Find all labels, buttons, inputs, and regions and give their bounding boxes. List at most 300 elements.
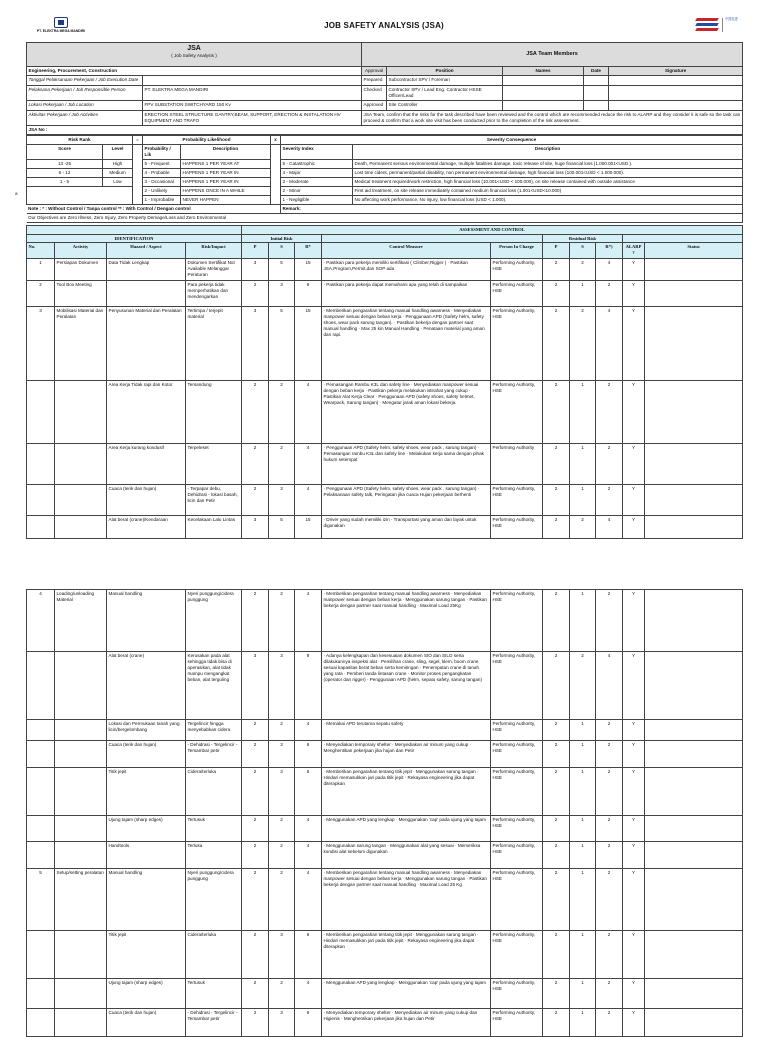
info-label: Aktivitas Pekerjaan / Job Activities	[27, 110, 143, 125]
row-control-measure: · Adanya kelengkapan dan kesesuaian dokumen SIO dan SILO serta dilakukannya inspeksi alat · Pemilihan crane, sling, segel, klem, boom crane sesuai kapasitas berat beban serta kemiringan · Penempatan crane di tanah yang rata · Pemberi tanda lintasan crane · Monitor proses pengangkatan (operator dan rigger) · Penggunaan APD (helm, sepatu safety, sarung tangan)	[322, 652, 491, 720]
row-residual-p: 2	[543, 652, 570, 720]
score-header: Score	[27, 144, 103, 159]
row-initial-p: 3	[242, 307, 269, 381]
table-row	[27, 259, 743, 281]
row-residual-r: 2	[596, 381, 623, 444]
approval-col-header: Approval	[362, 67, 387, 76]
row-person-in-charge: Performing Authority, HSE	[491, 768, 543, 816]
row-person-in-charge: Performing Authority	[491, 444, 543, 485]
row-residual-s: 2	[570, 652, 596, 720]
table-row	[27, 307, 743, 381]
row-control-measure: · Pastikan para pekerja memiliki sertifikasi ( Climber,Rigger ) · Pastikan JSA,Program,Permit,dan SOP ada	[322, 259, 491, 281]
jsa-info-table	[26, 42, 743, 135]
row-no	[27, 979, 55, 1009]
client-logo-mark-icon	[696, 18, 718, 32]
row-initial-r: 4	[295, 485, 322, 516]
row-risk-impact: - Dehidrasi - Tergelincir - Tersambar petir	[186, 741, 242, 768]
row-residual-s: 1	[570, 485, 596, 516]
row-initial-p: 3	[242, 652, 269, 720]
row-alarp: Y	[623, 281, 645, 307]
row-activity	[55, 652, 107, 720]
col-control-measure: Control Measure	[322, 243, 491, 259]
row-initial-s: 2	[269, 979, 295, 1009]
row-residual-r: 2	[596, 931, 623, 979]
row-residual-r: 2	[596, 869, 623, 931]
col-status: Status	[645, 243, 743, 259]
row-initial-r: 6	[295, 768, 322, 816]
risk-rows-page-1	[27, 259, 743, 539]
row-no: 4	[27, 590, 55, 652]
row-risk-impact: Tertusuk	[186, 816, 242, 842]
row-residual-r: 2	[596, 768, 623, 816]
row-initial-s: 2	[269, 444, 295, 485]
severity-desc: Lost time cident, permanent/partial disability, non permanent environmental damage, high financial loss (100.001<USD < 1.000.000).	[353, 168, 743, 177]
info-label: Tanggal Pelaksanaan Pekerjaan / Job Execution Date	[27, 76, 143, 86]
row-initial-r: 4	[295, 979, 322, 1009]
row-residual-p: 2	[543, 869, 570, 931]
row-activity	[55, 816, 107, 842]
row-status[interactable]	[645, 1009, 743, 1037]
row-residual-p: 2	[543, 979, 570, 1009]
row-initial-p: 2	[242, 816, 269, 842]
row-initial-p: 3	[242, 259, 269, 281]
table-row	[27, 741, 743, 768]
row-person-in-charge: Performing Authority, HSE	[491, 381, 543, 444]
objectives-text: Our Objectives are Zero Illness, Zero Injury, Zero Property Demage/Loss and Zero Environmental	[27, 213, 743, 222]
table-row	[27, 720, 743, 741]
table-row	[27, 768, 743, 816]
row-initial-r: 15	[295, 259, 322, 281]
row-status[interactable]	[645, 381, 743, 444]
row-status[interactable]	[645, 816, 743, 842]
severity-value: 2 - Minor	[281, 186, 353, 195]
approval-role: Approved	[362, 100, 387, 110]
row-status[interactable]	[645, 741, 743, 768]
row-residual-r: 2	[596, 842, 623, 869]
row-risk-impact: Cidera/terluka	[186, 931, 242, 979]
level-header: Level	[103, 144, 133, 159]
row-person-in-charge: Performing Authority, HSE	[491, 979, 543, 1009]
row-residual-p: 2	[543, 1009, 570, 1037]
row-residual-s: 1	[570, 842, 596, 869]
rank-level: Low	[103, 177, 133, 186]
header-blank	[27, 225, 242, 234]
approval-signature-field[interactable]	[609, 100, 743, 110]
approval-date-field[interactable]	[584, 86, 609, 101]
row-initial-p: 2	[242, 485, 269, 516]
row-no	[27, 444, 55, 485]
row-control-measure: · Memberikan pengarahan tentang manual handling awarness · Menyediakan manpower sesuai dengan beban kerja · Menggunakan sarung tangan · Pastikan bekerja dengan partner saat manual handling · Maximal Load 25Kg	[322, 590, 491, 652]
row-initial-p: 2	[242, 720, 269, 741]
legend-blank	[15, 186, 133, 204]
row-person-in-charge: Performing Authority, HSE	[491, 816, 543, 842]
row-residual-s: 2	[570, 516, 596, 539]
info-value[interactable]	[143, 76, 362, 86]
row-risk-impact: - Dehidrasi - Tergelincir - Tersambar petir	[186, 1009, 242, 1037]
table-row	[27, 444, 743, 485]
row-no	[27, 381, 55, 444]
row-hazard: Manual handling	[107, 869, 186, 931]
table-row	[27, 869, 743, 931]
approval-role: Prepared	[362, 76, 387, 86]
row-initial-s: 5	[269, 307, 295, 381]
row-no: 2	[27, 281, 55, 307]
row-activity: Tool Box Meeting	[55, 281, 107, 307]
probability-title: Probability Likelihood	[143, 135, 271, 144]
row-initial-p: 2	[242, 741, 269, 768]
row-alarp: Y	[623, 869, 645, 931]
row-person-in-charge: Performing Authority, HSE	[491, 590, 543, 652]
row-hazard: Alat berat (crane)	[107, 652, 186, 720]
header-blank	[623, 234, 743, 243]
table-row	[27, 590, 743, 652]
col-residual-s: S	[570, 243, 596, 259]
row-initial-p: 3	[242, 516, 269, 539]
row-residual-p: 2	[543, 741, 570, 768]
table-row	[27, 816, 743, 842]
row-risk-impact: Tertimpa / terjepit material	[186, 307, 242, 381]
row-initial-p: 2	[242, 979, 269, 1009]
row-initial-r: 6	[295, 281, 322, 307]
row-risk-impact: Para pekerja tidak memperhatikan dan mendengarkan	[186, 281, 242, 307]
document-header	[26, 10, 742, 40]
row-person-in-charge: Performing Authority, HSE	[491, 741, 543, 768]
row-risk-impact: - Terpapar debu, Dehidrasi - lokasi basah, licin dan Petir	[186, 485, 242, 516]
row-initial-s: 2	[269, 842, 295, 869]
probability-col-header: Probability / Lik	[143, 144, 181, 159]
row-status[interactable]	[645, 768, 743, 816]
row-risk-impact: Tersandung	[186, 381, 242, 444]
probability-value: 3 - Occasional	[143, 177, 181, 186]
row-residual-p: 2	[543, 931, 570, 979]
jsa-sheet	[15, 10, 742, 1037]
col-activity: Activity	[55, 243, 107, 259]
approval-position: Subcontractor SPV / Foreman	[387, 76, 503, 86]
row-no	[27, 741, 55, 768]
row-risk-impact: Tertusuk	[186, 979, 242, 1009]
row-activity: Loading/unloading Material	[55, 590, 107, 652]
row-status[interactable]	[645, 259, 743, 281]
spacer-cell	[133, 144, 143, 204]
row-alarp: Y	[623, 516, 645, 539]
row-residual-r: 2	[596, 281, 623, 307]
row-person-in-charge: Performing Authority, HSE	[491, 485, 543, 516]
row-initial-r: 6	[295, 931, 322, 979]
row-residual-r: 4	[596, 516, 623, 539]
row-no	[27, 485, 55, 516]
row-activity: Setup/setting peralatan	[55, 869, 107, 931]
row-risk-impact: Cidera/terluka	[186, 768, 242, 816]
row-no	[27, 768, 55, 816]
row-activity: Mobilisasi Material dan Peralatan	[55, 307, 107, 381]
row-initial-s: 3	[269, 652, 295, 720]
info-value[interactable]: FPV SUBSTATION SWITCHYARD 150 Kv	[143, 100, 362, 110]
row-hazard: Cuaca (terik dan hujan)	[107, 1009, 186, 1037]
table-row	[27, 1009, 743, 1037]
row-hazard: Lokasi dan Permukaan tanah yang licin/bergelombang	[107, 720, 186, 741]
row-initial-r: 4	[295, 590, 322, 652]
row-initial-r: 4	[295, 381, 322, 444]
row-hazard	[107, 281, 186, 307]
row-activity	[55, 768, 107, 816]
risk-assessment-table	[26, 225, 743, 540]
assessment-control-header: ASSESSMENT AND CONTROL	[242, 225, 743, 234]
probability-desc: HAPPENS 1 PER YEAR AT	[181, 159, 271, 168]
row-risk-impact: Nyeri punggung/cidera punggung	[186, 590, 242, 652]
probability-desc: HAPPENS ONCE IN A WHILE	[181, 186, 271, 195]
approval-date-field[interactable]	[584, 76, 609, 86]
row-residual-s: 1	[570, 741, 596, 768]
row-residual-r: 2	[596, 741, 623, 768]
risk-legend-table	[15, 135, 743, 223]
row-person-in-charge: Performing Authority, HSE	[491, 869, 543, 931]
row-initial-s: 2	[269, 590, 295, 652]
row-no	[27, 816, 55, 842]
row-hazard: Titik jepit	[107, 768, 186, 816]
row-status[interactable]	[645, 979, 743, 1009]
row-initial-s: 2	[269, 869, 295, 931]
header-blank	[322, 234, 543, 243]
severity-value: 4 - Major	[281, 168, 353, 177]
row-residual-p: 2	[543, 590, 570, 652]
row-status[interactable]	[645, 652, 743, 720]
row-residual-r: 2	[596, 720, 623, 741]
row-no: 5	[27, 869, 55, 931]
row-residual-s: 1	[570, 381, 596, 444]
row-residual-s: 1	[570, 768, 596, 816]
row-residual-p: 2	[543, 720, 570, 741]
row-activity	[55, 1009, 107, 1037]
info-label: Pelaksana Pekerjaan / Job Responsible Person	[27, 86, 143, 101]
severity-desc: Death, Permanent serious environmental damage, multiple fatalities damage, toxic release of site, huge financial loss (1.000.001<USD ).	[353, 159, 743, 168]
approval-position: Site Controller	[387, 100, 503, 110]
row-initial-p: 2	[242, 1009, 269, 1037]
row-person-in-charge: Performing Authority, HSE	[491, 652, 543, 720]
company-logo-text: PT. ELEKTRA MEGA MANDIRI	[36, 29, 86, 33]
row-alarp: Y	[623, 652, 645, 720]
col-s: S	[269, 243, 295, 259]
row-person-in-charge: Performing Authority, HSE	[491, 307, 543, 381]
row-residual-s: 2	[570, 259, 596, 281]
row-hazard: Cuaca (terik dan hujan)	[107, 485, 186, 516]
row-status[interactable]	[645, 869, 743, 931]
approval-position: Contractor SPV / Lead Eng. Contractor HSSE Officer/Lead	[387, 86, 503, 101]
legend-note: Note : * : Without Control / Tanpa control ** : With Control / Dengan control	[27, 204, 281, 213]
date-col-header: Date	[584, 67, 609, 76]
row-control-measure: · Memberikan pengarahan tentang manual handling awarness · Menyediakan manpower sesuai dengan beban kerja · Menggunakan sarung tangan · Pastikan bekerja dengan partner saat manual handling · Maximal Load 25 Kg	[322, 869, 491, 931]
row-residual-r: 2	[596, 816, 623, 842]
row-alarp: Y	[623, 741, 645, 768]
row-no	[27, 720, 55, 741]
row-risk-impact: Nyeri punggung/cidera punggung	[186, 869, 242, 931]
approval-signature-field[interactable]	[609, 86, 743, 101]
row-alarp: Y	[623, 842, 645, 869]
probability-value: 5 - Frequent	[143, 159, 181, 168]
table-row	[27, 485, 743, 516]
row-initial-r: 15	[295, 307, 322, 381]
row-initial-r: 9	[295, 652, 322, 720]
jsa-subtitle: ( Job Safety Analysis )	[171, 53, 217, 59]
row-status[interactable]	[645, 516, 743, 539]
row-activity	[55, 931, 107, 979]
page-gap	[26, 539, 742, 589]
initial-risk-header: Initial Risk	[242, 234, 322, 243]
row-initial-r: 4	[295, 869, 322, 931]
table-row	[27, 516, 743, 539]
row-control-measure: · Penggunaan APD (Safety helm, safety shoes, wear pack , sarung tangan) · Pemasangan rambu K3L dan safety line · Melakukan kerja sama dengan pihak hukum setempat	[322, 444, 491, 485]
row-risk-impact: Kerusakan pada alat sehingga tidak bisa di operasikan, alat tidak mampu mengangkat beban, alat terguling	[186, 652, 242, 720]
row-hazard: Data Tidak Lengkap	[107, 259, 186, 281]
approval-name-field[interactable]	[503, 100, 584, 110]
col-hazard: Hazard / Aspect	[107, 243, 186, 259]
residual-risk-header: Residual Risk	[543, 234, 623, 243]
row-initial-r: 4	[295, 842, 322, 869]
row-person-in-charge: Performing Authority, HSE	[491, 931, 543, 979]
col-residual-r: R*)	[596, 243, 623, 259]
row-initial-s: 2	[269, 816, 295, 842]
row-person-in-charge: Performing Authority, HSE	[491, 281, 543, 307]
severity-value: 5 - Catastrophic	[281, 159, 353, 168]
row-residual-p: 2	[543, 768, 570, 816]
row-status[interactable]	[645, 444, 743, 485]
row-residual-r: 4	[596, 652, 623, 720]
row-initial-s: 3	[269, 931, 295, 979]
row-initial-r: 6	[295, 1009, 322, 1037]
severity-desc: First aid treatment, on site release immediately contained medium financial loss (1.001<USD<10.000)	[353, 186, 743, 195]
row-activity	[55, 516, 107, 539]
row-hazard: Ujung tajam (sharp edges)	[107, 979, 186, 1009]
probability-desc: HAPPENS 1 PER YEAR IN	[181, 177, 271, 186]
row-residual-p: 2	[543, 516, 570, 539]
row-initial-p: 2	[242, 869, 269, 931]
info-value[interactable]: PT. ELEKTRA MEGA MANDIRI	[143, 86, 362, 101]
row-alarp: Y	[623, 444, 645, 485]
risk-rank-title: Risk Rank	[27, 135, 133, 144]
row-alarp: Y	[623, 816, 645, 842]
row-status[interactable]	[645, 307, 743, 381]
row-hazard: Titik jepit	[107, 931, 186, 979]
row-risk-impact: Dokumen Sertifikat Not Available Melanggar Peraturan	[186, 259, 242, 281]
table-row	[27, 842, 743, 869]
row-status[interactable]	[645, 842, 743, 869]
row-status[interactable]	[645, 281, 743, 307]
document-title: JOB SAFETY ANALYSIS (JSA)	[324, 20, 444, 30]
probability-value: 1 - Improbable	[143, 195, 181, 204]
multiply-sign: x	[271, 135, 281, 144]
row-control-measure: · Driver yang sudah memiliki izin · Transportasi yang aman dan layak untuk digunakan	[322, 516, 491, 539]
row-activity	[55, 444, 107, 485]
row-residual-r: 2	[596, 444, 623, 485]
row-residual-s: 1	[570, 444, 596, 485]
row-initial-p: 2	[242, 590, 269, 652]
row-residual-s: 1	[570, 931, 596, 979]
rank-level: High	[103, 159, 133, 168]
row-status[interactable]	[645, 485, 743, 516]
row-alarp: Y	[623, 259, 645, 281]
rank-score: 1 - 5	[27, 177, 103, 186]
client-logo-text: 中国电建	[722, 18, 742, 32]
row-control-measure: · Menggunakan APD yang lengkap · Menggunakan 'cap' pada ujung yang tajam	[322, 979, 491, 1009]
row-initial-r: 15	[295, 516, 322, 539]
row-alarp: Y	[623, 381, 645, 444]
row-activity	[55, 720, 107, 741]
row-residual-p: 2	[543, 485, 570, 516]
row-person-in-charge: Performing Authority, HSE	[491, 720, 543, 741]
row-residual-r: 2	[596, 1009, 623, 1037]
row-alarp: Y	[623, 931, 645, 979]
row-control-measure: · Memberikan pengarahan tentang manual handling awarness · Menyediakan manpower sesuai dengan beban kerja · Penggunaan APD (Safety helm, safety shoes, wear pack sarung tangan). · Pastikan bekerja dengan partner saat manual handling · Max 25 kin Manual Handling · Penataan material yang aman dan rapi.	[322, 307, 491, 381]
row-control-measure: · Penggunaan APD (Safety helm, safety shoes, wear pack , sarung tangan) · Pelaksanaan safety talk, Peringatan jika cuaca Hujan pekerjaan berhenti	[322, 485, 491, 516]
row-person-in-charge: Performing Authority, HSE	[491, 842, 543, 869]
table-row	[27, 979, 743, 1009]
jsa-title: JSA	[187, 45, 201, 52]
row-activity	[55, 842, 107, 869]
row-control-measure: · Memberikan pengarahan tentang titik jepit · Menggunakan sarung tangan · Hindari memasukkan jari pada titik jepit · Rekayasa engineering jika dapat diterapkan	[322, 931, 491, 979]
row-initial-s: 2	[269, 720, 295, 741]
row-status[interactable]	[645, 590, 743, 652]
row-residual-r: 2	[596, 979, 623, 1009]
equals-sign: =	[133, 135, 143, 144]
row-initial-p: 2	[242, 444, 269, 485]
info-value[interactable]: ERECTION STEEL STRUCTURE GANTRY,BEAM, SUPPORT, ERECTION & INSTALATION HV EQUIPMENT AND TRAFO	[143, 110, 362, 125]
approval-signature-field[interactable]	[609, 76, 743, 86]
margin-mark: a	[15, 190, 18, 196]
row-person-in-charge: Performing Authority, HSE	[491, 259, 543, 281]
identification-header: IDENTIFICATION	[27, 234, 242, 243]
row-risk-impact: Kecelakaan Lalu Lintas	[186, 516, 242, 539]
row-control-measure: · Memberikan pengarahan tentang titik jepit · Menggunakan sarung tangan · Hindari memasukkan jari pada titik jepit · Rekayasa engineering jika dapat diterapkan	[322, 768, 491, 816]
row-alarp: Y	[623, 768, 645, 816]
row-initial-p: 2	[242, 842, 269, 869]
table-row	[27, 281, 743, 307]
row-activity	[55, 485, 107, 516]
row-initial-r: 4	[295, 816, 322, 842]
col-person-in-charge: Person In Charge	[491, 243, 543, 259]
row-control-measure: · Memakai APD terutama sepatu safety	[322, 720, 491, 741]
row-residual-s: 1	[570, 590, 596, 652]
severity-title: Severity Consequence	[281, 135, 743, 144]
row-no: 3	[27, 307, 55, 381]
approval-name-field[interactable]	[503, 76, 584, 86]
row-residual-p: 2	[543, 444, 570, 485]
row-residual-s: 2	[570, 307, 596, 381]
row-initial-s: 3	[269, 741, 295, 768]
row-status[interactable]	[645, 931, 743, 979]
severity-value: 3 - Moderate	[281, 177, 353, 186]
row-no	[27, 931, 55, 979]
row-residual-r: 2	[596, 590, 623, 652]
rank-level: Medium	[103, 168, 133, 177]
row-residual-s: 1	[570, 816, 596, 842]
row-residual-r: 2	[596, 485, 623, 516]
signature-col-header: Signature	[609, 67, 743, 76]
jsa-title-cell	[27, 43, 362, 67]
row-status[interactable]	[645, 720, 743, 741]
row-initial-s: 3	[269, 1009, 295, 1037]
row-hazard: Penyusunan Material dan Peralatan	[107, 307, 186, 381]
row-residual-p: 2	[543, 307, 570, 381]
approval-date-field[interactable]	[584, 100, 609, 110]
probability-desc: HAPPENS 1 PER YEAR IN	[181, 168, 271, 177]
approval-name-field[interactable]	[503, 86, 584, 101]
row-residual-p: 2	[543, 381, 570, 444]
row-no	[27, 1009, 55, 1037]
row-residual-s: 1	[570, 869, 596, 931]
row-initial-s: 5	[269, 259, 295, 281]
row-activity	[55, 381, 107, 444]
probability-desc: NEVER HAPPEN	[181, 195, 271, 204]
row-initial-r: 6	[295, 741, 322, 768]
